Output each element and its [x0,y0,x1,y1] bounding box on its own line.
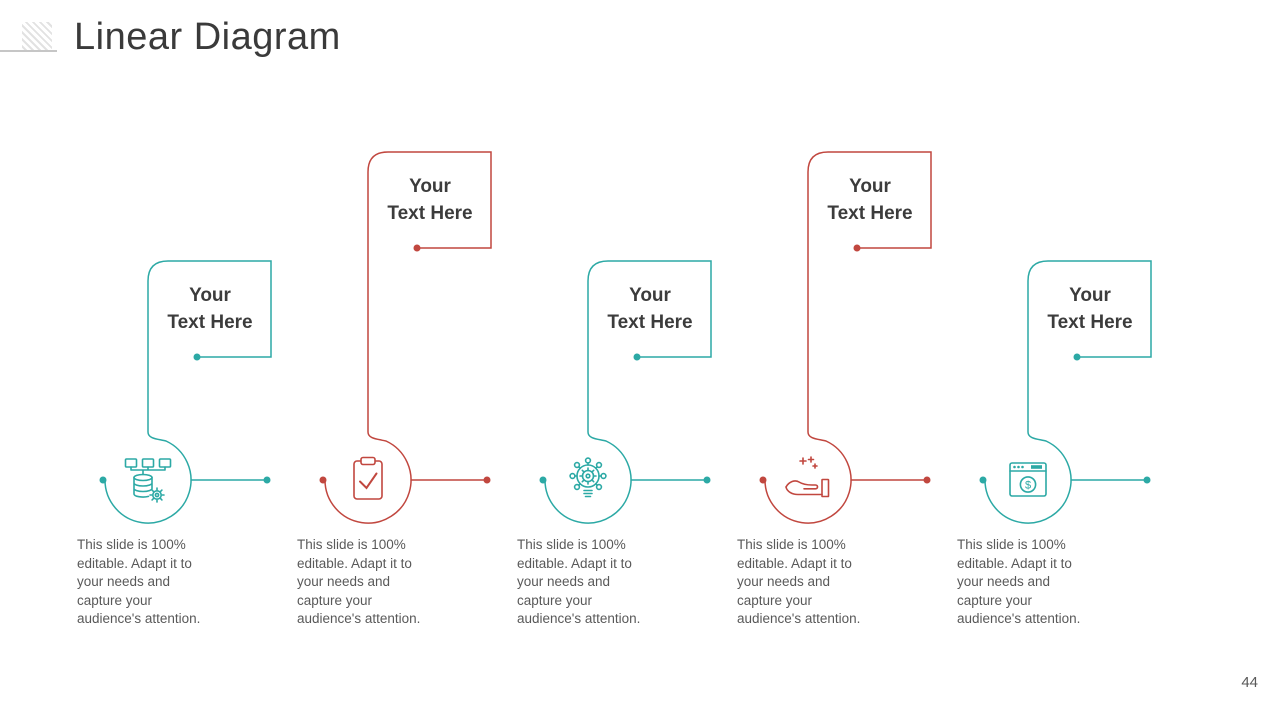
description-text-4: This slide is 100% editable. Adapt it to your needs and capture your audience's attention. [737,537,861,626]
description-text-5: This slide is 100% editable. Adapt it to your needs and capture your audience's attention. [957,537,1081,626]
connector-dot [414,245,421,252]
data-network-icon [126,459,171,502]
label-line: Your [409,176,451,197]
connector-dot [760,477,767,484]
connector-dot [484,477,491,484]
text-box-label-5 [1028,282,1152,336]
description-text-2: This slide is 100% editable. Adapt it to your needs and capture your audience's attention. [297,537,421,626]
label-line: Text Here [827,203,913,224]
hand-plus-icon [786,457,829,497]
label-line: Your [1069,285,1111,306]
clipboard-check-icon [354,458,382,500]
connector-dot [854,245,861,252]
page-number: 44 [1241,674,1258,691]
connector-dot [980,477,987,484]
online-payment-icon [1010,463,1046,496]
connector-dot [634,354,641,361]
svg-text:$: $ [1024,479,1032,492]
connector-dot [924,477,931,484]
connector-dot [1144,477,1151,484]
idea-gear-icon [570,458,606,496]
description-text-1: This slide is 100% editable. Adapt it to your needs and capture your audience's attention. [77,537,201,626]
label-line: Text Here [607,312,693,333]
connector-dot [264,477,271,484]
label-line: Your [849,176,891,197]
label-line: Your [189,285,231,306]
text-box-label-3 [588,282,712,336]
connector-dot [1074,354,1081,361]
text-box-label-2 [368,173,492,227]
label-line: Text Here [1047,312,1133,333]
text-box-label-4 [808,173,932,227]
slide-title: Linear Diagram [74,16,341,58]
connector-dot [704,477,711,484]
label-line: Text Here [387,203,473,224]
label-line: Your [629,285,671,306]
label-line: Text Here [167,312,253,333]
connector-dot [320,477,327,484]
text-box-label-1 [148,282,272,336]
connector-dot [540,477,547,484]
description-text-3: This slide is 100% editable. Adapt it to your needs and capture your audience's attention. [517,537,641,626]
connector-dot [100,477,107,484]
connector-dot [194,354,201,361]
